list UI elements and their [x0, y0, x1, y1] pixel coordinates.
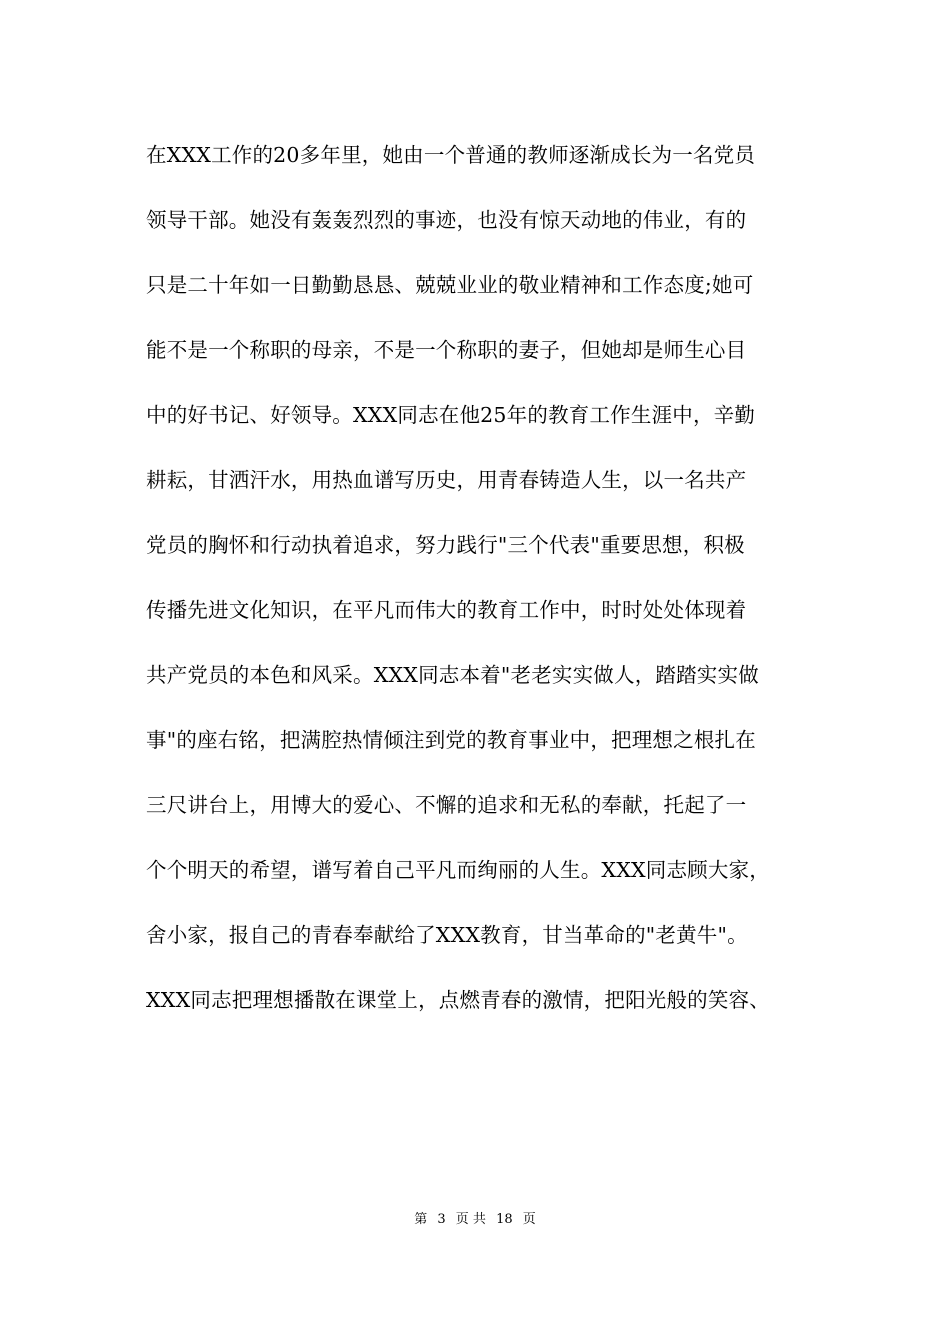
text-line: 传播先进文化知识，在平凡而伟大的教育工作中，时时处处体现着 — [146, 598, 747, 622]
text-line: 党员的胸怀和行动执着追求，努力践行"三个代表"重要思想，积极 — [146, 533, 745, 557]
text-line: 能不是一个称职的母亲，不是一个称职的妻子，但她却是师生心目 — [146, 338, 747, 362]
text-line: 舍小家，报自己的青春奉献给了XXX教育，甘当革命的"老黄牛"。 — [146, 923, 748, 947]
text-line: 中的好书记、好领导。XXX同志在他25年的教育工作生涯中，辛勤 — [146, 403, 756, 427]
footer-suffix: 页 — [522, 1212, 536, 1227]
text-line: 耕耘，甘洒汗水，用热血谱写历史，用青春铸造人生，以一名共产 — [146, 468, 747, 492]
footer-middle: 页 共 — [455, 1212, 486, 1227]
text-line: 共产党员的本色和风采。XXX同志本着"老老实实做人，踏踏实实做 — [146, 663, 759, 687]
footer-prefix: 第 — [414, 1212, 428, 1227]
footer-current-page: 3 — [437, 1212, 446, 1227]
text-line: 领导干部。她没有轰轰烈烈的事迹，也没有惊天动地的伟业，有的 — [146, 208, 747, 232]
text-line: 在XXX工作的20多年里，她由一个普通的教师逐渐成长为一名党员 — [146, 143, 756, 167]
page-footer — [0, 1210, 950, 1230]
footer-total-pages: 18 — [496, 1212, 513, 1227]
text-line: XXX同志把理想播散在课堂上，点燃青春的激情，把阳光般的笑容、 — [146, 988, 770, 1012]
text-line: 个个明天的希望，谱写着自己平凡而绚丽的人生。XXX同志顾大家， — [146, 858, 770, 882]
text-line: 三尺讲台上，用博大的爱心、不懈的追求和无私的奉献，托起了一 — [146, 793, 747, 817]
body-text — [146, 138, 826, 1048]
text-line: 事"的座右铭，把满腔热情倾注到党的教育事业中，把理想之根扎在 — [146, 728, 756, 752]
text-line: 只是二十年如一日勤勤恳恳、兢兢业业的敬业精神和工作态度;她可 — [146, 273, 754, 297]
